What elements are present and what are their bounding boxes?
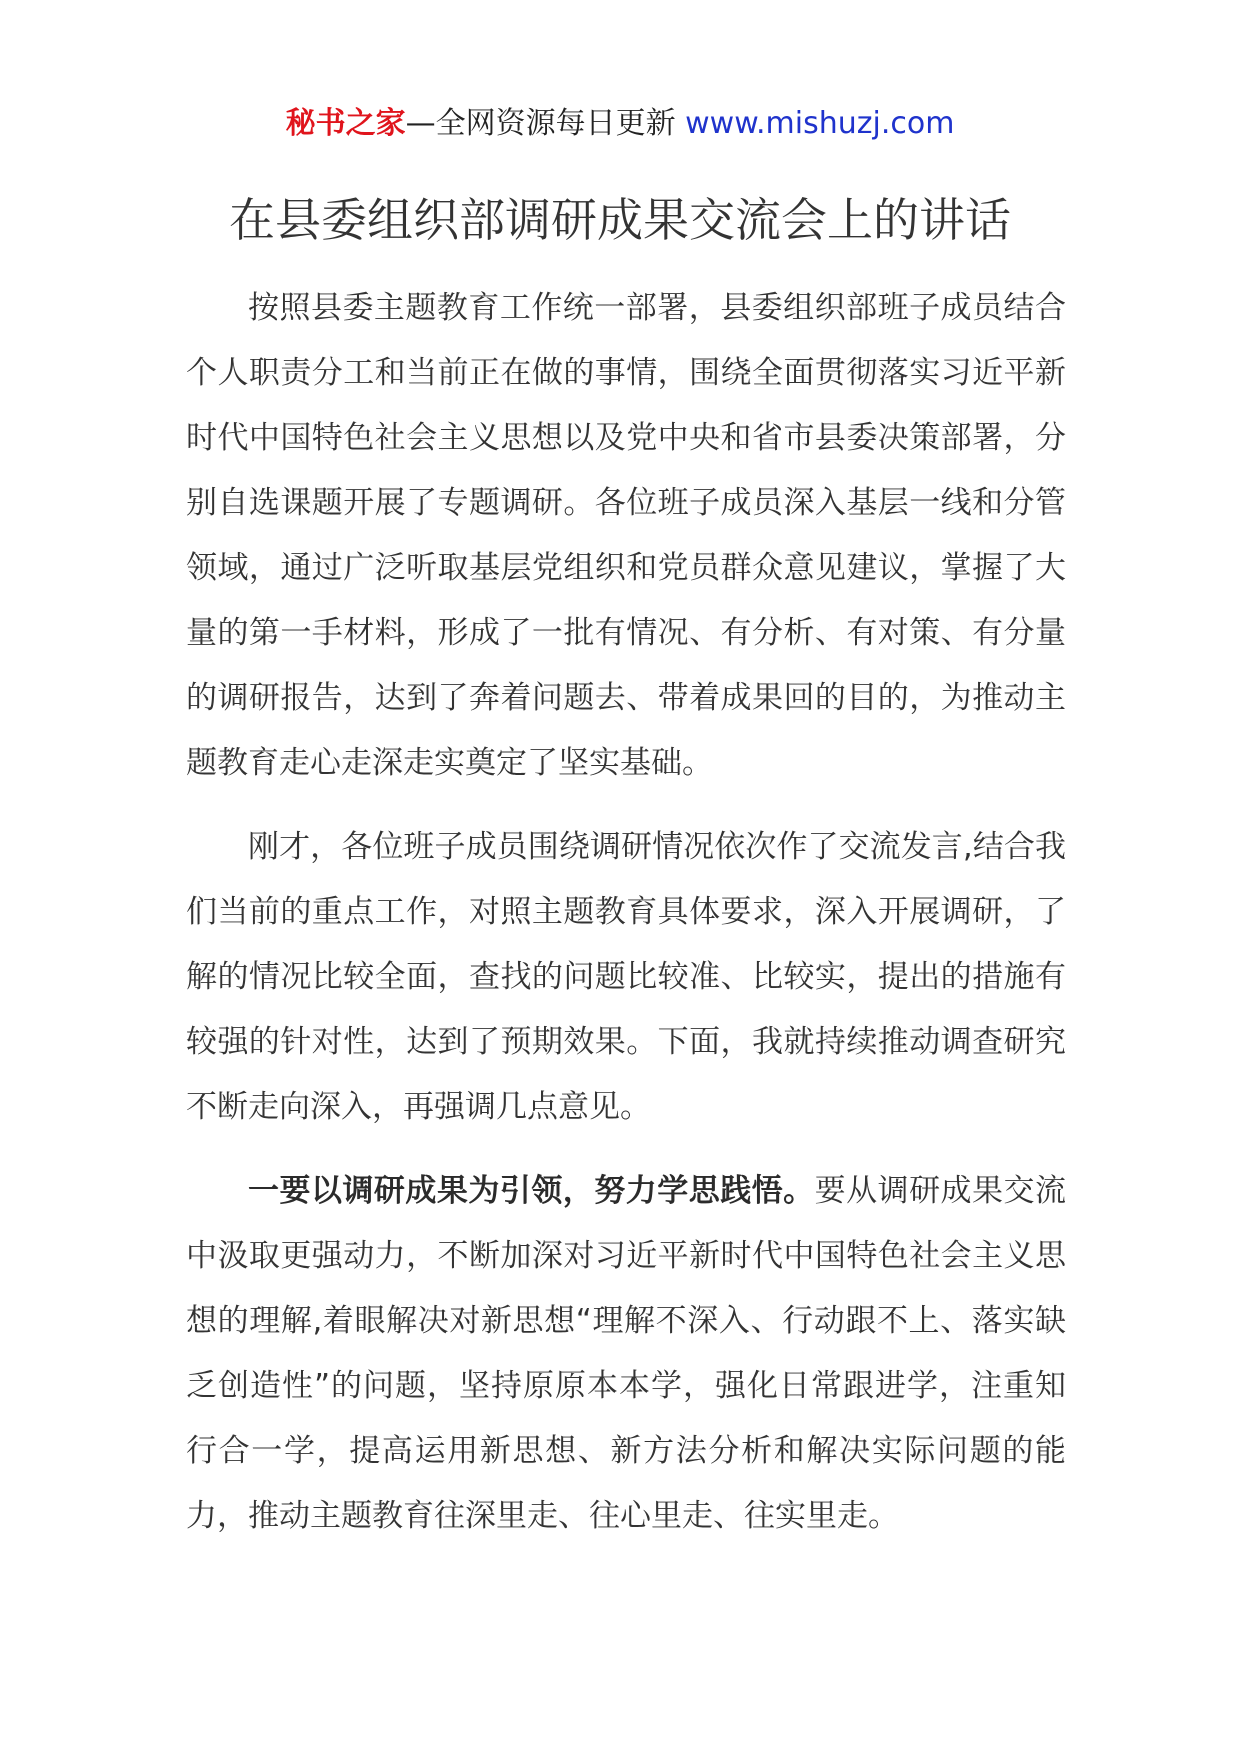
site-url-link[interactable]: www.mishuzj.com [685,106,955,141]
paragraph-2-text: 刚才，各位班子成员围绕调研情况依次作了交流发言,结合我们当前的重点工作，对照主题教育具体要求，深入开展调研，了解的情况比较全面，查找的问题比较准、比较实，提出的措施有较强的针对性，达到了预期效果。下面，我就持续推动调查研究不断走向深入，再强调几点意见。 [186,829,1066,1125]
paragraph-1 [186,276,1066,796]
site-header [0,100,1240,148]
document-body [186,276,1066,1568]
paragraph-1-text: 按照县委主题教育工作统一部署，县委组织部班子成员结合个人职责分工和当前正在做的事情，围绕全面贯彻落实习近平新时代中国特色社会主义思想以及党中央和省市县委决策部署，分别自选课题开展了专题调研。各位班子成员深入基层一线和分管领域，通过广泛听取基层党组织和党员群众意见建议，掌握了大量的第一手材料，形成了一批有情况、有分析、有对策、有分量的调研报告，达到了奔着问题去、带着成果回的目的，为推动主题教育走心走深走实奠定了坚实基础。 [186,290,1066,781]
site-brand: 秘书之家 [285,106,406,141]
document-title: 在县委组织部调研成果交流会上的讲话 [229,193,1011,247]
paragraph-2 [186,815,1066,1140]
paragraph-3-text: 要从调研成果交流中汲取更强动力，不断加深对习近平新时代中国特色社会主义思想的理解,着眼解决对新思想“理解不深入、行动跟不上、落实缺乏创造性”的问题，坚持原原本本学，强化日常跟进学，注重知行合一学，提高运用新思想、新方法分析和解决实际问题的能力，推动主题教育往深里走、往心里走、往实里走。 [186,1173,1066,1534]
paragraph-3 [186,1159,1066,1549]
site-tagline: —全网资源每日更新 [405,106,686,141]
paragraph-3-lead: 一要以调研成果为引领，努力学思践悟。 [248,1173,815,1209]
